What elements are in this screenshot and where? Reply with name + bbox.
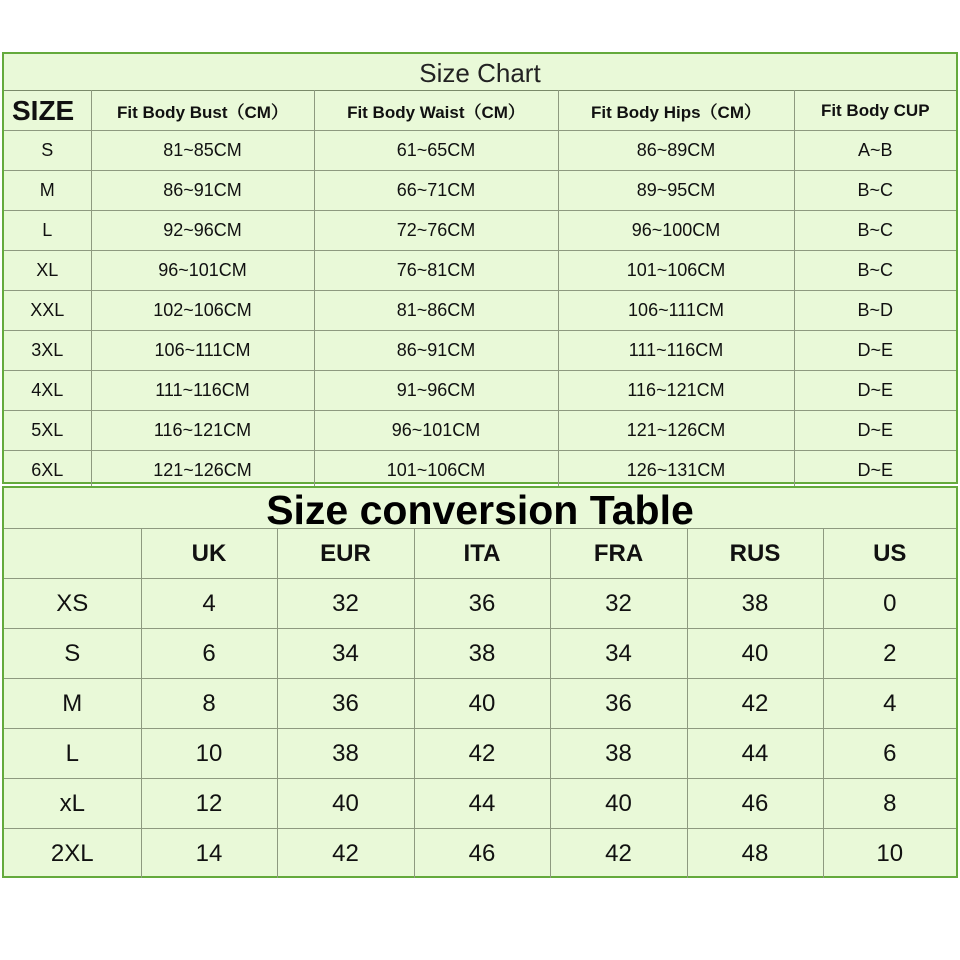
size-label-cell: 6XL: [4, 451, 91, 491]
table-cell: 121~126CM: [558, 411, 794, 451]
size-label-cell: 4XL: [4, 371, 91, 411]
table-cell: 66~71CM: [314, 171, 558, 211]
table-row: [4, 131, 956, 171]
size-chart-table: [4, 90, 956, 490]
table-cell: 38: [550, 729, 687, 779]
table-cell: 44: [687, 729, 823, 779]
table-cell: 86~91CM: [91, 171, 314, 211]
table-cell: 91~96CM: [314, 371, 558, 411]
table-cell: 116~121CM: [558, 371, 794, 411]
table-cell: 111~116CM: [91, 371, 314, 411]
size-label-cell: M: [4, 679, 141, 729]
column-header: EUR: [277, 529, 414, 579]
table-cell: 96~101CM: [314, 411, 558, 451]
table-cell: 38: [277, 729, 414, 779]
table-cell: 2: [823, 629, 956, 679]
table-cell: 4: [141, 579, 277, 629]
table-cell: 40: [414, 679, 550, 729]
table-cell: 76~81CM: [314, 251, 558, 291]
column-header: [4, 529, 141, 579]
table-cell: 42: [687, 679, 823, 729]
table-cell: 81~86CM: [314, 291, 558, 331]
size-label-cell: 5XL: [4, 411, 91, 451]
table-cell: B~C: [794, 211, 956, 251]
table-cell: D~E: [794, 331, 956, 371]
column-header: FRA: [550, 529, 687, 579]
size-chart-panel: [2, 52, 958, 484]
table-cell: 34: [550, 629, 687, 679]
table-cell: 14: [141, 829, 277, 879]
table-cell: 36: [277, 679, 414, 729]
size-conversion-panel: [2, 486, 958, 878]
table-cell: 92~96CM: [91, 211, 314, 251]
table-cell: 10: [141, 729, 277, 779]
table-cell: B~C: [794, 251, 956, 291]
table-row: [4, 779, 956, 829]
table-cell: 46: [414, 829, 550, 879]
table-row: [4, 331, 956, 371]
table-cell: 34: [277, 629, 414, 679]
table-row: [4, 579, 956, 629]
size-label-cell: L: [4, 729, 141, 779]
size-chart-header-row: [4, 91, 956, 131]
table-cell: 12: [141, 779, 277, 829]
table-cell: A~B: [794, 131, 956, 171]
table-row: [4, 629, 956, 679]
table-cell: 0: [823, 579, 956, 629]
table-cell: 96~100CM: [558, 211, 794, 251]
size-label-cell: M: [4, 171, 91, 211]
table-cell: 38: [687, 579, 823, 629]
table-cell: 4: [823, 679, 956, 729]
size-label-cell: S: [4, 131, 91, 171]
size-label-cell: L: [4, 211, 91, 251]
column-header: ITA: [414, 529, 550, 579]
table-row: [4, 451, 956, 491]
table-row: [4, 371, 956, 411]
table-cell: 32: [550, 579, 687, 629]
table-cell: 102~106CM: [91, 291, 314, 331]
table-cell: 101~106CM: [558, 251, 794, 291]
table-row: [4, 729, 956, 779]
table-cell: 42: [550, 829, 687, 879]
table-cell: 86~89CM: [558, 131, 794, 171]
table-cell: 48: [687, 829, 823, 879]
table-cell: 8: [141, 679, 277, 729]
size-label-cell: XS: [4, 579, 141, 629]
column-header: SIZE: [4, 91, 91, 131]
table-cell: 42: [277, 829, 414, 879]
size-conversion-table: [4, 528, 956, 878]
table-row: [4, 291, 956, 331]
column-header: RUS: [687, 529, 823, 579]
column-header: Fit Body Hips（CM）: [558, 91, 794, 131]
table-row: [4, 171, 956, 211]
table-cell: 44: [414, 779, 550, 829]
table-cell: 72~76CM: [314, 211, 558, 251]
table-cell: 6: [823, 729, 956, 779]
table-cell: 121~126CM: [91, 451, 314, 491]
table-row: [4, 251, 956, 291]
table-cell: 38: [414, 629, 550, 679]
column-header: UK: [141, 529, 277, 579]
table-cell: 61~65CM: [314, 131, 558, 171]
size-label-cell: XL: [4, 251, 91, 291]
table-cell: 46: [687, 779, 823, 829]
table-cell: 40: [687, 629, 823, 679]
table-cell: 81~85CM: [91, 131, 314, 171]
table-row: [4, 211, 956, 251]
table-cell: B~D: [794, 291, 956, 331]
size-chart-title: Size Chart: [419, 58, 541, 88]
size-label-cell: 2XL: [4, 829, 141, 879]
table-cell: 40: [550, 779, 687, 829]
table-cell: 126~131CM: [558, 451, 794, 491]
table-row: [4, 829, 956, 879]
column-header: Fit Body Waist（CM）: [314, 91, 558, 131]
conversion-header-row: [4, 529, 956, 579]
size-label-cell: XXL: [4, 291, 91, 331]
column-header: Fit Body CUP: [794, 91, 956, 131]
table-cell: 89~95CM: [558, 171, 794, 211]
table-cell: 86~91CM: [314, 331, 558, 371]
table-cell: 106~111CM: [91, 331, 314, 371]
table-cell: 116~121CM: [91, 411, 314, 451]
table-row: [4, 679, 956, 729]
column-header: Fit Body Bust（CM）: [91, 91, 314, 131]
table-cell: 10: [823, 829, 956, 879]
table-cell: 36: [414, 579, 550, 629]
table-cell: 40: [277, 779, 414, 829]
table-cell: D~E: [794, 371, 956, 411]
table-cell: D~E: [794, 411, 956, 451]
column-header: US: [823, 529, 956, 579]
table-cell: 42: [414, 729, 550, 779]
size-label-cell: 3XL: [4, 331, 91, 371]
table-cell: 36: [550, 679, 687, 729]
table-cell: B~C: [794, 171, 956, 211]
size-label-cell: xL: [4, 779, 141, 829]
size-label-cell: S: [4, 629, 141, 679]
table-cell: 111~116CM: [558, 331, 794, 371]
table-cell: 32: [277, 579, 414, 629]
table-cell: 8: [823, 779, 956, 829]
table-cell: 6: [141, 629, 277, 679]
table-row: [4, 411, 956, 451]
table-cell: 96~101CM: [91, 251, 314, 291]
table-cell: 106~111CM: [558, 291, 794, 331]
size-conversion-title: Size conversion Table: [266, 487, 694, 533]
table-cell: D~E: [794, 451, 956, 491]
table-cell: 101~106CM: [314, 451, 558, 491]
